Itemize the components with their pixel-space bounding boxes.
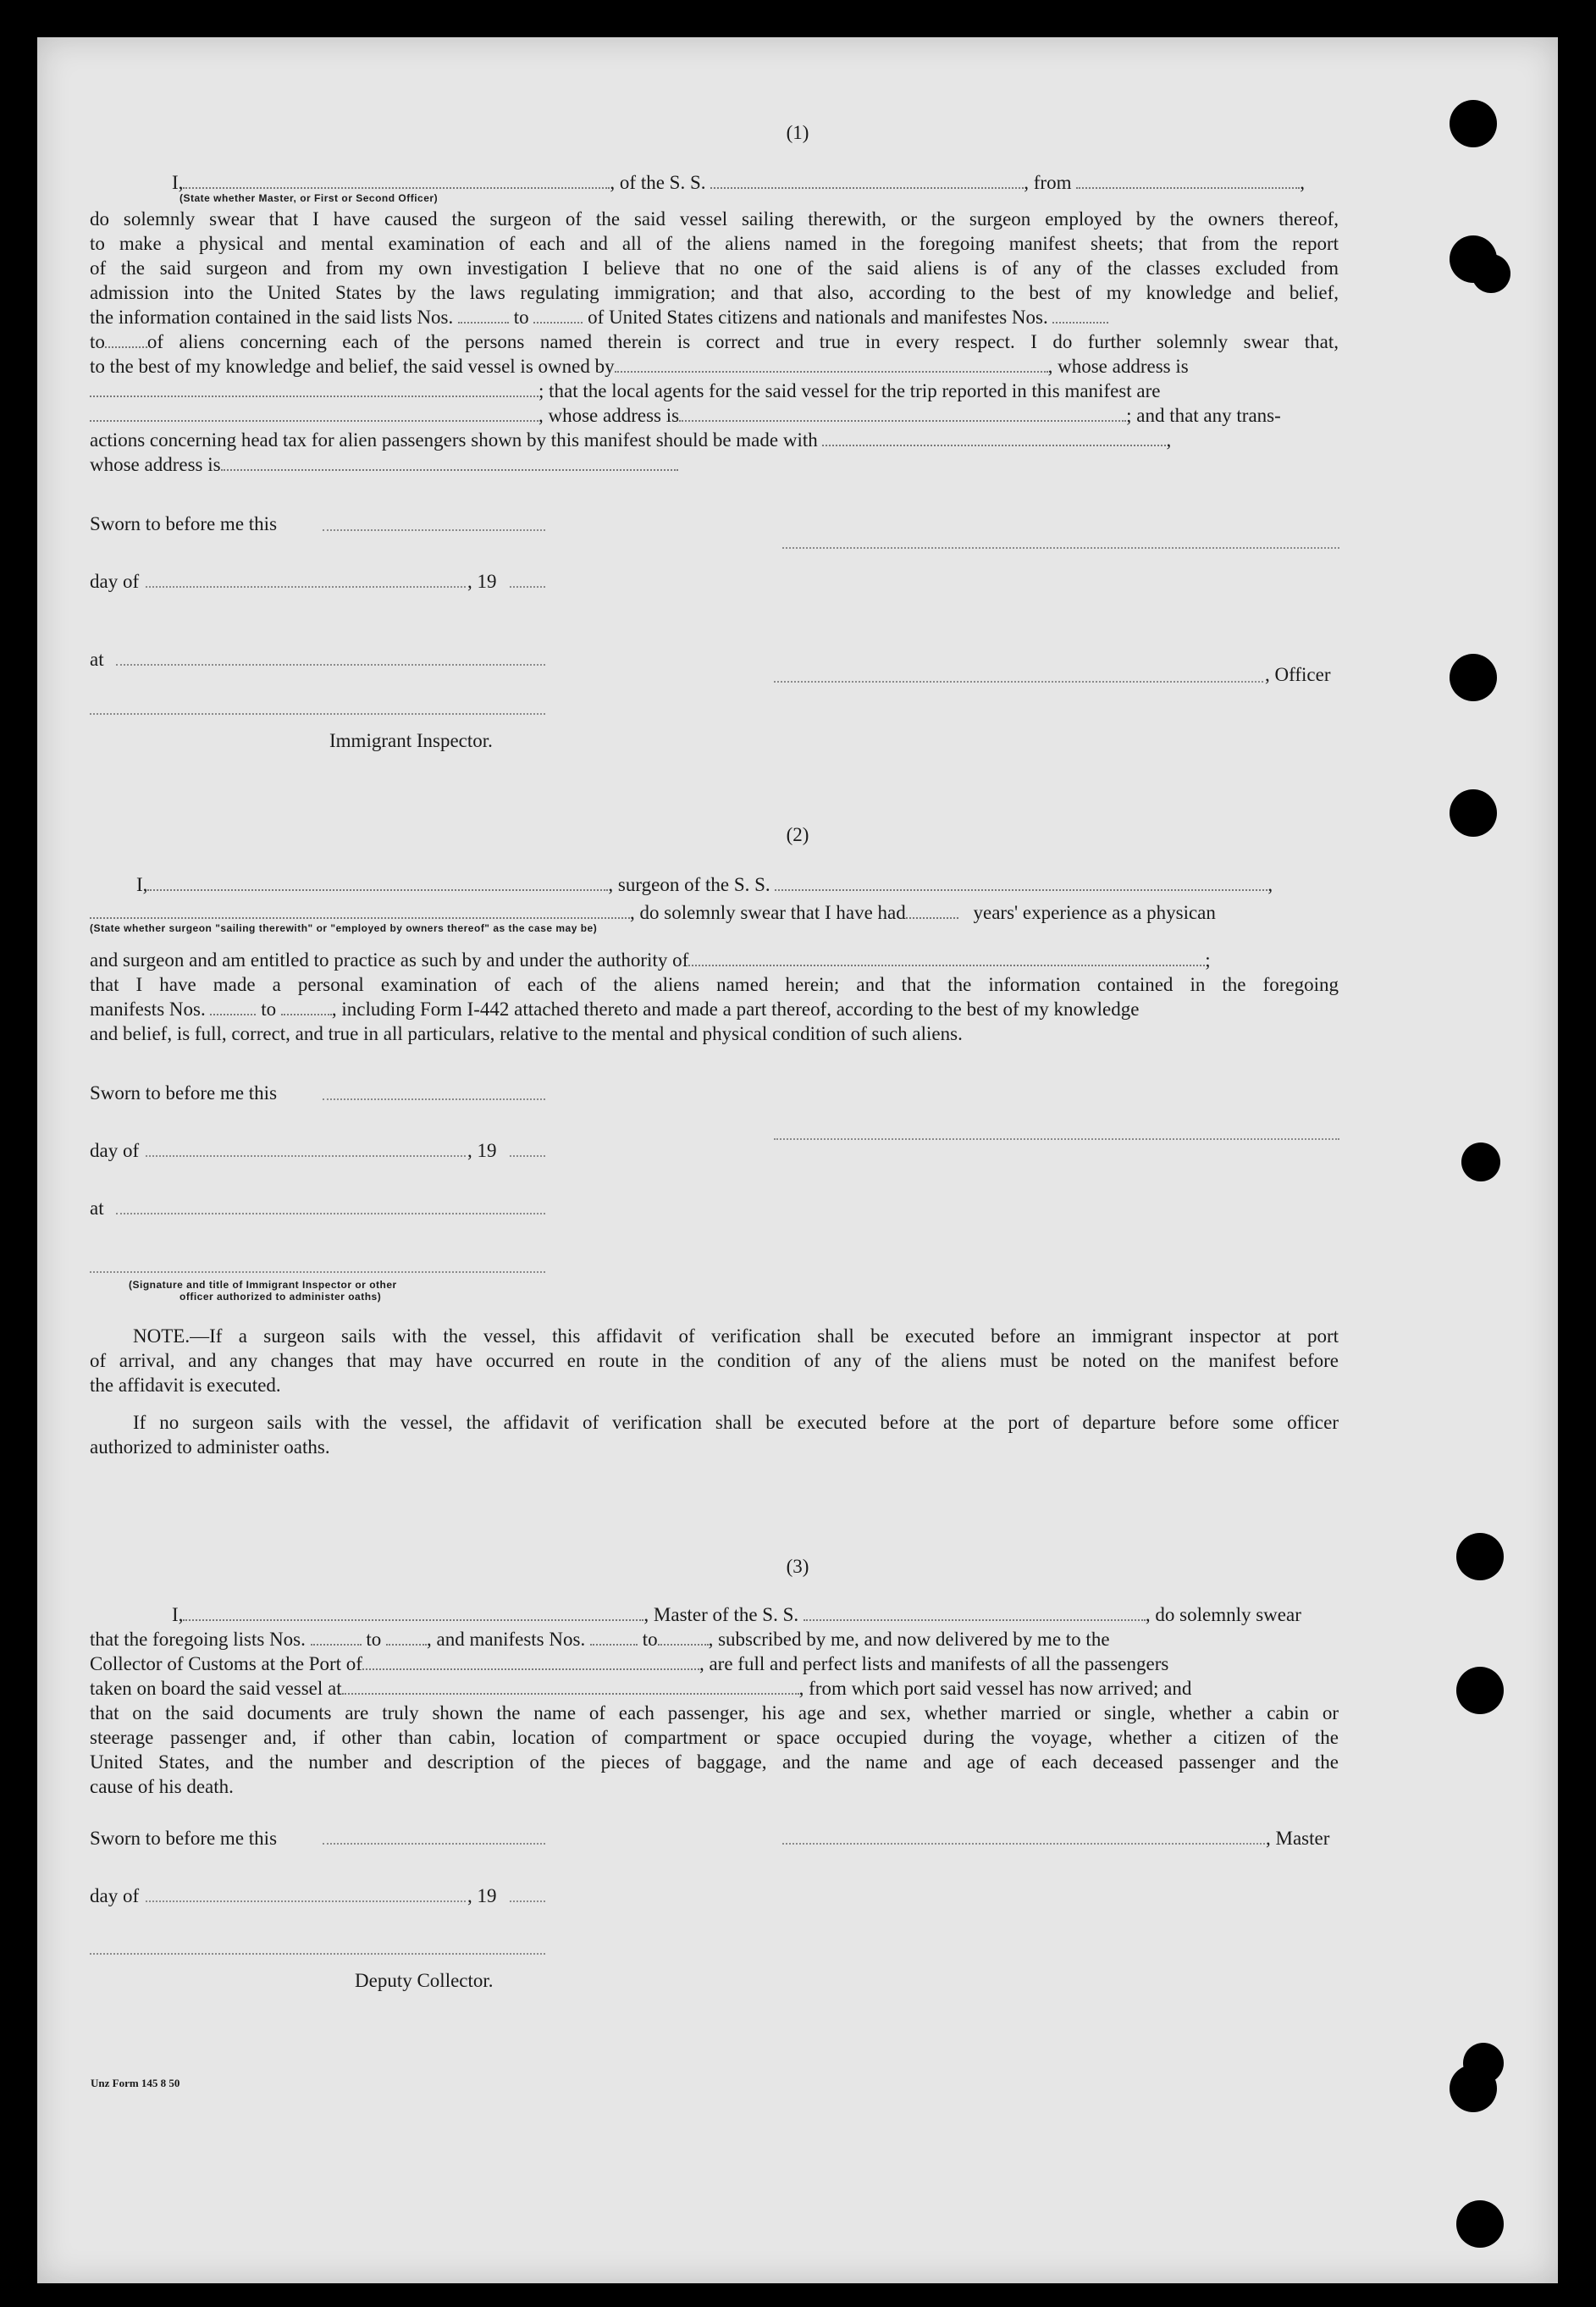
s1-paragraph-line: do solemnly swear that I have caused the surgeon of the said vessel sailing therewith, or the surgeon employed by the owners thereof, (90, 208, 1339, 230)
s1-officer-label: , Officer (1265, 664, 1331, 685)
s3-master-name-field[interactable] (183, 1604, 643, 1621)
s3-sworn-date-field[interactable] (323, 1843, 545, 1845)
s2-year-label: , 19 (467, 1140, 497, 1161)
s1-sworn-label: Sworn to before me this (90, 513, 278, 534)
s1-manifest-to-field[interactable] (105, 331, 147, 348)
s1-manifest-from-field[interactable] (1052, 307, 1108, 324)
s1-line-7: to of aliens concerning each of the persons named therein is correct and true in every respect. I do further solemnly swear that, (90, 331, 1339, 352)
s2-day-field[interactable] (146, 1155, 466, 1157)
s1-vessel-field[interactable] (710, 172, 1024, 189)
s1-list-to-field[interactable] (533, 307, 583, 324)
s3-port-field[interactable] (362, 1653, 699, 1670)
s1-line-9: ; that the local agents for the said vessel for the trip reported in this manifest are (90, 379, 1339, 403)
s2-signature-caption-2: officer authorized to administer oaths) (179, 1291, 382, 1303)
s1-signature-line[interactable] (782, 547, 1339, 549)
s1-paragraph-line: of the said surgeon and from my own investigation I believe that no one of the said aliens is of any of the classes excluded from (90, 257, 1339, 279)
s1-agents-field[interactable] (90, 405, 538, 422)
s1-year-label: , 19 (467, 571, 497, 592)
s2-line-2: , do solemnly swear that I have had years' experience as a physican (90, 900, 1339, 925)
s1-from-field[interactable] (1076, 172, 1300, 189)
s2-line-5: manifests Nos. to , including Form I-442 attached thereto and made a part thereof, according to the best of my knowledge (90, 999, 1140, 1020)
note-line: If no surgeon sails with the vessel, the affidavit of verification shall be executed before at the port of departure before some officer (133, 1412, 1339, 1433)
punch-hole (1461, 1142, 1500, 1181)
s1-line-10: , whose address is ; and that any trans- (90, 403, 1339, 428)
s1-line-11: actions concerning head tax for alien passengers shown by this manifest should be made with , (90, 429, 1172, 451)
s2-vessel-field[interactable] (775, 874, 1267, 891)
s2-sworn-label: Sworn to before me this (90, 1082, 278, 1104)
s3-manifests-from-field[interactable] (590, 1629, 638, 1646)
s2-surgeon-name-field[interactable] (147, 874, 608, 891)
note-line: NOTE.—If a surgeon sails with the vessel, this affidavit of verification shall be executed before an immigrant inspector at port (133, 1325, 1339, 1347)
s3-paragraph-line: United States, and the number and description of the pieces of baggage, and the name and age of each deceased passenger and the (90, 1751, 1339, 1773)
s2-line-4: that I have made a personal examination of each of the aliens named herein; and that the information contained in the foregoing (90, 974, 1339, 995)
s2-line-6: and belief, is full, correct, and true in all particulars, relative to the mental and physical condition of such aliens. (90, 1023, 963, 1044)
punch-hole (1456, 1533, 1504, 1580)
s1-inspector-label: Immigrant Inspector. (329, 730, 493, 751)
form-page (37, 37, 1558, 2283)
s2-dayof-label: day of (90, 1140, 140, 1161)
s1-at-field[interactable] (116, 664, 545, 666)
s2-year-field[interactable] (510, 1155, 545, 1157)
s1-agents-address-field[interactable] (679, 405, 1126, 422)
s3-line-3: Collector of Customs at the Port of , are full and perfect lists and manifests of all the passengers (90, 1653, 1169, 1674)
s2-at-field[interactable] (116, 1213, 545, 1214)
s2-years-field[interactable] (906, 902, 958, 919)
s2-manifest-from-field[interactable] (210, 999, 256, 1015)
s2-authority-field[interactable] (688, 949, 1205, 966)
s1-officer-field[interactable] (183, 172, 610, 189)
s1-headtax-address-field[interactable] (221, 454, 678, 471)
s3-lists-to-field[interactable] (386, 1629, 427, 1646)
s2-inspector-signature-field[interactable] (90, 1271, 545, 1273)
s1-owner-address-field[interactable] (90, 380, 538, 397)
s3-line-1: I, , Master of the S. S. , do solemnly swear (172, 1604, 1301, 1625)
s1-inspector-signature-field[interactable] (90, 713, 545, 715)
s3-sworn-label: Sworn to before me this (90, 1828, 278, 1849)
s3-embark-port-field[interactable] (342, 1678, 799, 1695)
s3-collector-label: Deputy Collector. (355, 1970, 494, 1991)
note-line: the affidavit is executed. (90, 1375, 281, 1396)
s1-line-12: whose address is (90, 452, 1339, 477)
punch-hole (1472, 254, 1510, 293)
s1-headtax-field[interactable] (822, 429, 1166, 446)
section-2-number: (2) (786, 824, 809, 845)
s3-day-field[interactable] (146, 1900, 466, 1902)
s2-signature-line[interactable] (774, 1138, 1339, 1140)
s1-list-from-field[interactable] (458, 307, 509, 324)
s3-vessel-field[interactable] (804, 1604, 1146, 1621)
s3-line-2: that the foregoing lists Nos. to , and manifests Nos. to , subscribed by me, and now delivered by me to the (90, 1629, 1110, 1650)
note-line: authorized to administer oaths. (90, 1436, 330, 1458)
form-number: Unz Form 145 8 50 (91, 2077, 180, 2089)
punch-hole (1456, 2200, 1504, 2248)
punch-hole (1450, 654, 1497, 701)
s1-dayof-label: day of (90, 571, 140, 592)
s1-day-field[interactable] (146, 586, 466, 588)
s3-manifests-to-field[interactable] (658, 1629, 709, 1646)
s2-manifest-to-field[interactable] (281, 999, 332, 1015)
s1-line-8: to the best of my knowledge and belief, the said vessel is owned by , whose address is (90, 356, 1189, 377)
s3-line-4: taken on board the said vessel at , from which port said vessel has now arrived; and (90, 1678, 1192, 1699)
s2-surgeon-type-field[interactable] (90, 902, 630, 919)
s3-dayof-label: day of (90, 1885, 140, 1906)
punch-hole (1450, 100, 1497, 147)
s1-officer-signature-field[interactable] (774, 681, 1263, 683)
s1-paragraph-line: to make a physical and mental examination of each and all of the aliens named in the foregoing manifest sheets; that from the report (90, 233, 1339, 254)
s2-at-label: at (90, 1198, 104, 1219)
s2-sworn-date-field[interactable] (323, 1098, 545, 1100)
punch-hole (1450, 789, 1497, 837)
s1-line-1: I, , of the S. S. , from , (172, 172, 1305, 193)
s1-owner-field[interactable] (615, 356, 1048, 373)
s1-paragraph-line: admission into the United States by the laws regulating immigration; and that also, according to the best of my knowledge and belief, (90, 282, 1339, 303)
s3-line-8: cause of his death. (90, 1776, 234, 1797)
s2-line-1: I, , surgeon of the S. S. , (136, 874, 1273, 895)
s3-year-field[interactable] (510, 1900, 545, 1902)
s3-lists-from-field[interactable] (311, 1629, 362, 1646)
s3-master-signature-field[interactable] (782, 1843, 1265, 1845)
s3-year-label: , 19 (467, 1885, 497, 1906)
s2-surgeon-caption: (State whether surgeon "sailing therewith" or "employed by owners thereof" as the case may be) (90, 922, 598, 934)
s2-signature-caption: (Signature and title of Immigrant Inspector or other (129, 1279, 397, 1291)
s3-collector-signature-field[interactable] (90, 1953, 545, 1955)
s2-line-3: and surgeon and am entitled to practice as such by and under the authority of ; (90, 949, 1211, 971)
section-1-number: (1) (786, 122, 809, 143)
section-3-number: (3) (786, 1556, 809, 1577)
s3-paragraph-line: steerage passenger and, if other than cabin, location of compartment or space occupied during the voyage, whether a citizen of the (90, 1727, 1339, 1748)
s1-at-label: at (90, 649, 104, 670)
punch-hole (1456, 1667, 1504, 1714)
s1-officer-caption: (State whether Master, or First or Second Officer) (179, 192, 439, 204)
s1-line-6: the information contained in the said lists Nos. to of United States citizens and nationals and manifestes Nos. (90, 305, 1339, 329)
s1-year-field[interactable] (510, 586, 545, 588)
s1-sworn-date-field[interactable] (323, 529, 545, 531)
punch-hole (1450, 2065, 1497, 2112)
s3-master-label: , Master (1266, 1828, 1330, 1849)
s3-paragraph-line: that on the said documents are truly shown the name of each passenger, his age and sex, whether married or single, whether a cabin or (90, 1702, 1339, 1723)
note-line: of arrival, and any changes that may have occurred en route in the condition of any of the aliens must be noted on the manifest before (90, 1350, 1339, 1371)
